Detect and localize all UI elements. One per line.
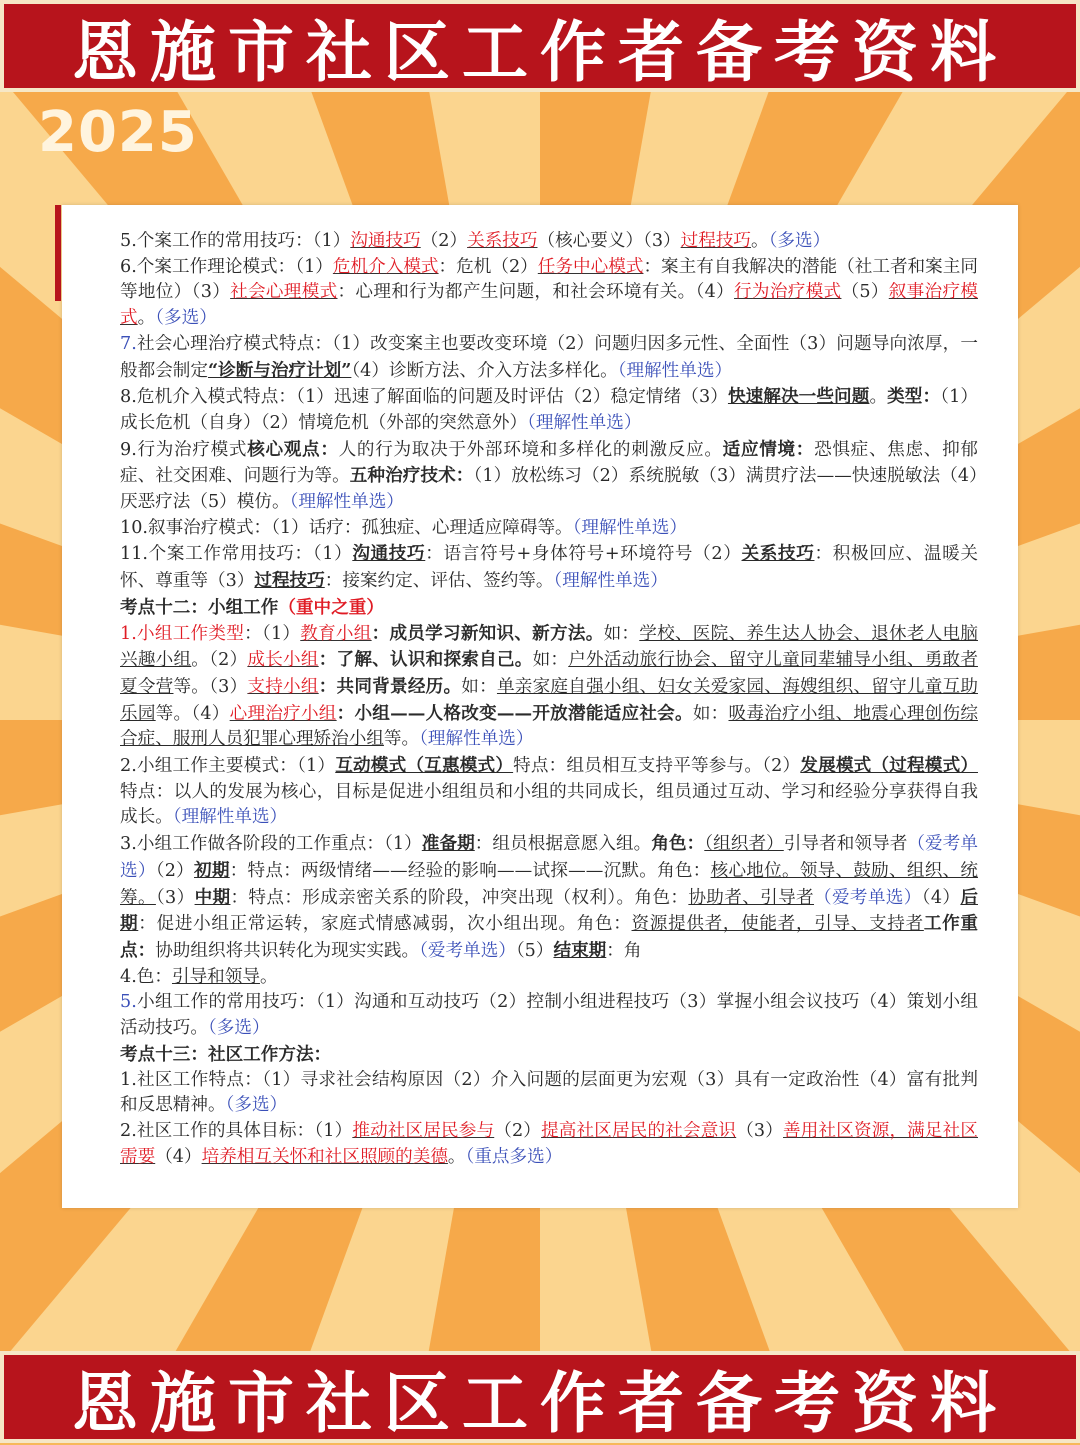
group-item-1-types: 1.小组工作类型：（1）教育小组：成员学习新知识、新方法。如：学校、医院、养生达人协会、退休老人电脑兴趣小组。（2）成长小组：了解、认识和探索自己。如：户外活动旅行协会、留守儿童同辈辅导小组、勇敢者夏令营等。（3）支持小组：共同背景经历。如：单亲家庭自强小组、妇女关爱家园、海嫂组织、留守儿童互助乐园等。（4）心理治疗小组：小组——人格改变——开放潜能适应社会。如：吸毒治疗小组、地震心理创伤综合症、服刑人员犯罪心理矫治小组等。（理解性单选） [120,622,978,750]
document-content [62,205,1018,1184]
document-page [62,205,1018,1208]
community-item-2-goals: 2.社区工作的具体目标：（1）推动社区居民参与（2）提高社区居民的社会意识（3）善用社区资源，满足社区需要（4）培养相互关怀和社区照顾的美德。（重点多选） [120,1120,978,1167]
item-10-narrative-model: 10.叙事治疗模式：（1）话疗：孤独症、心理适应障碍等。（理解性单选） [120,517,687,538]
top-banner [0,0,1080,92]
item-6-case-models: 6.个案工作理论模式：（1）危机介入模式：危机（2）任务中心模式：案主有自我解决的潜能（社工者和案主同等地位）（3）社会心理模式：心理和行为都产生问题，和社会环境有关。（4）行为治疗模式（5）叙事治疗模式。（多选） [120,256,978,329]
page-edge-marker [55,205,61,301]
banner-title: 恩施市社区工作者备考资料 [72,13,1008,91]
item-11-case-techniques: 11.个案工作常用技巧：（1）沟通技巧：语言符号+身体符号+环境符号（2）关系技巧：积极回应、温暖关怀、尊重等（3）过程技巧：接案约定、评估、签约等。（理解性单选） [120,543,978,592]
group-item-4-roles: 4.色：引导和领导。 [120,966,278,987]
bottom-banner [0,1351,1080,1443]
section-heading-12: 考点十二：小组工作（重中之重） [120,596,384,618]
section-heading-13: 考点十三：社区工作方法： [120,1043,332,1065]
community-item-1-features: 1.社区工作特点：（1）寻求社会结构原因（2）介入问题的层面更为宏观（3）具有一定政治性（4）富有批判和反思精神。（多选） [120,1069,978,1116]
item-8-crisis-model: 8.危机介入模式特点：（1）迅速了解面临的问题及时评估（2）稳定情绪（3）快速解决一些问题。类型：（1）成长危机（自身）（2）情境危机（外部的突然意外）（理解性单选） [120,386,978,433]
year-label: 2025 [38,100,198,165]
cut-off-next-line [120,1170,978,1184]
group-item-3-stages: 3.小组工作做各阶段的工作重点：（1）准备期：组员根据意愿入组。角色：（组织者）引导者和领导者（爱考单选）（2）初期：特点：两级情绪——经验的影响——试探——沉默。角色：核心地位。领导、鼓励、组织、统筹。（3）中期：特点：形成亲密关系的阶段，冲突出现（权利）。角色：协助者、引导者（爱考单选）（4）后期：促进小组正常运转，家庭式情感减弱，次小组出现。角色：资源提供者，使能者，引导、支持者工作重点：协助组织将共识转化为现实实践。（爱考单选）（5）结束期：角 [120,833,978,961]
item-7-psychosocial-model: 7.社会心理治疗模式特点：（1）改变案主也要改变环境（2）问题归因多元性、全面性（3）问题导向浓厚，一般都会制定“诊断与治疗计划”（4）诊断方法、介入方法多样化。（理解性单选） [120,333,978,381]
item-5-case-techniques: 5.个案工作的常用技巧：（1）沟通技巧（2）关系技巧（核心要义）（3）过程技巧。（多选） [120,231,831,251]
item-9-behavior-model: 9.行为治疗模式核心观点：人的行为取决于外部环境和多样化的刺激反应。适应情境：恐惧症、焦虑、抑郁症、社交困难、问题行为等。五种治疗技术：（1）放松练习（2）系统脱敏（3）满贯疗法——快速脱敏法（4）厌恶疗法（5）模仿。（理解性单选） [120,438,978,513]
group-item-5-techniques: 5.小组工作的常用技巧：（1）沟通和互动技巧（2）控制小组进程技巧（3）掌握小组会议技巧（4）策划小组活动技巧。（多选） [120,992,978,1039]
group-item-2-models: 2.小组工作主要模式：（1）互动模式（互惠模式）特点：组员相互支持平等参与。（2）发展模式（过程模式）特点：以人的发展为核心，目标是促进小组组员和小组的共同成长，组员通过互动、学习和经验分享获得自我成长。（理解性单选） [120,755,978,828]
banner-title-bottom: 恩施市社区工作者备考资料 [72,1364,1008,1442]
